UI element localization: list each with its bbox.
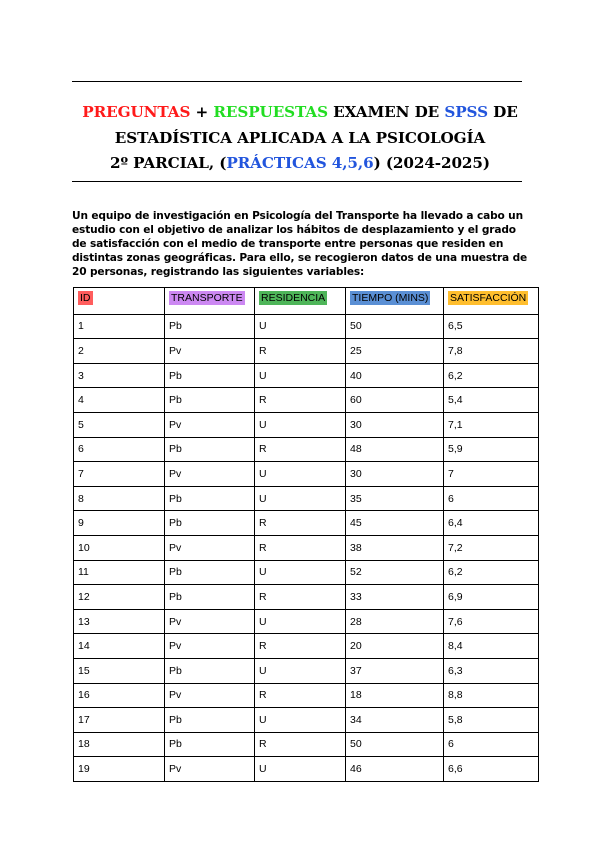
table-cell-satisfaccion: 7,1 (444, 412, 539, 437)
table-row (74, 609, 539, 634)
table-cell-satisfaccion: 5,4 (444, 388, 539, 413)
table-row (74, 314, 539, 339)
table-cell-satisfaccion: 5,8 (444, 708, 539, 733)
top-divider-line (72, 81, 522, 82)
table-row (74, 363, 539, 388)
table-cell-transporte: Pv (165, 634, 255, 659)
table-cell-tiempo: 33 (346, 585, 444, 610)
table-cell-tiempo: 34 (346, 708, 444, 733)
table-cell-satisfaccion: 6,2 (444, 560, 539, 585)
header-label-id: ID (80, 292, 91, 304)
page-title (60, 100, 540, 177)
table-cell-satisfaccion: 6,2 (444, 363, 539, 388)
title-line-3 (60, 151, 540, 177)
title-practicas: PRÁCTICAS 4,5,6 (226, 154, 374, 172)
table-cell-tiempo: 40 (346, 363, 444, 388)
table-cell-id: 14 (74, 634, 165, 659)
table-cell-transporte: Pv (165, 462, 255, 487)
table-cell-transporte: Pb (165, 732, 255, 757)
table-cell-transporte: Pb (165, 314, 255, 339)
table-cell-residencia: R (255, 388, 346, 413)
table-row (74, 757, 539, 782)
table-cell-transporte: Pv (165, 683, 255, 708)
header-cell-transporte (165, 288, 255, 315)
header-cell-satisfaccion (444, 288, 539, 315)
table-cell-transporte: Pv (165, 339, 255, 364)
table-cell-satisfaccion: 5,9 (444, 437, 539, 462)
table-cell-tiempo: 28 (346, 609, 444, 634)
title-line-1 (60, 100, 540, 126)
table-cell-id: 2 (74, 339, 165, 364)
table-cell-satisfaccion: 7,2 (444, 535, 539, 560)
title-respuestas: RESPUESTAS (213, 103, 328, 121)
header-label-tiempo: TIEMPO (MINS) (352, 292, 429, 304)
table-cell-residencia: U (255, 363, 346, 388)
table-cell-tiempo: 18 (346, 683, 444, 708)
table-cell-id: 9 (74, 511, 165, 536)
table-cell-id: 15 (74, 658, 165, 683)
title-plus: + (190, 103, 214, 121)
table-cell-transporte: Pb (165, 658, 255, 683)
table-cell-residencia: R (255, 339, 346, 364)
table-cell-tiempo: 52 (346, 560, 444, 585)
table-cell-tiempo: 30 (346, 462, 444, 487)
table-cell-tiempo: 35 (346, 486, 444, 511)
table-cell-tiempo: 20 (346, 634, 444, 659)
table-cell-id: 6 (74, 437, 165, 462)
table-row (74, 462, 539, 487)
table-row (74, 708, 539, 733)
table-row (74, 560, 539, 585)
table-cell-residencia: U (255, 708, 346, 733)
header-label-transporte: TRANSPORTE (171, 292, 243, 304)
data-table (73, 287, 539, 782)
table-cell-id: 18 (74, 732, 165, 757)
table-cell-transporte: Pv (165, 757, 255, 782)
table-cell-transporte: Pv (165, 535, 255, 560)
title-preguntas: PREGUNTAS (82, 103, 191, 121)
table-row (74, 412, 539, 437)
table-row (74, 683, 539, 708)
table-cell-id: 1 (74, 314, 165, 339)
table-cell-residencia: U (255, 757, 346, 782)
table-cell-id: 13 (74, 609, 165, 634)
table-cell-id: 16 (74, 683, 165, 708)
table-cell-id: 17 (74, 708, 165, 733)
title-de: DE (487, 103, 518, 121)
table-cell-id: 12 (74, 585, 165, 610)
table-cell-residencia: U (255, 486, 346, 511)
table-row (74, 732, 539, 757)
table-cell-id: 8 (74, 486, 165, 511)
table-cell-id: 4 (74, 388, 165, 413)
title-year: ) (2024-2025) (373, 154, 490, 172)
table-cell-residencia: U (255, 658, 346, 683)
table-cell-transporte: Pb (165, 585, 255, 610)
table-row (74, 634, 539, 659)
header-label-residencia: RESIDENCIA (261, 292, 326, 304)
intro-paragraph: Un equipo de investigación en Psicología del Transporte ha llevado a cabo un estudio con el objetivo de analizar los hábitos de desplazamiento y el grado de satisfacción con el medio de transporte entre personas que residen en distintas zonas geográficas. Para ello, se recogieron datos de una muestra de 20 personas, registrando las siguientes variables: (72, 209, 528, 279)
table-cell-residencia: U (255, 412, 346, 437)
table-cell-satisfaccion: 8,4 (444, 634, 539, 659)
table-cell-id: 11 (74, 560, 165, 585)
table-cell-tiempo: 30 (346, 412, 444, 437)
table-cell-residencia: R (255, 585, 346, 610)
table-cell-transporte: Pv (165, 609, 255, 634)
table-row (74, 339, 539, 364)
table-cell-tiempo: 38 (346, 535, 444, 560)
table-cell-residencia: R (255, 437, 346, 462)
table-row (74, 658, 539, 683)
table-row (74, 388, 539, 413)
table-cell-residencia: R (255, 535, 346, 560)
table-cell-satisfaccion: 6 (444, 486, 539, 511)
table-cell-id: 7 (74, 462, 165, 487)
table-cell-transporte: Pb (165, 363, 255, 388)
table-cell-satisfaccion: 6,9 (444, 585, 539, 610)
table-cell-residencia: U (255, 609, 346, 634)
table-cell-tiempo: 25 (346, 339, 444, 364)
table-cell-satisfaccion: 6,4 (444, 511, 539, 536)
table-cell-tiempo: 46 (346, 757, 444, 782)
table-cell-transporte: Pb (165, 708, 255, 733)
table-cell-transporte: Pb (165, 437, 255, 462)
table-cell-residencia: R (255, 732, 346, 757)
table-cell-tiempo: 50 (346, 314, 444, 339)
table-cell-satisfaccion: 6,6 (444, 757, 539, 782)
table-cell-residencia: U (255, 314, 346, 339)
table-cell-tiempo: 60 (346, 388, 444, 413)
table-cell-tiempo: 48 (346, 437, 444, 462)
table-cell-residencia: U (255, 462, 346, 487)
table-row (74, 486, 539, 511)
header-cell-tiempo (346, 288, 444, 315)
table-cell-id: 19 (74, 757, 165, 782)
table-cell-satisfaccion: 8,8 (444, 683, 539, 708)
table-cell-satisfaccion: 6,3 (444, 658, 539, 683)
table-row (74, 437, 539, 462)
table-cell-id: 3 (74, 363, 165, 388)
table-cell-satisfaccion: 6,5 (444, 314, 539, 339)
title-spss: SPSS (444, 103, 488, 121)
table-cell-residencia: R (255, 511, 346, 536)
header-cell-residencia (255, 288, 346, 315)
table-cell-id: 5 (74, 412, 165, 437)
table-cell-residencia: U (255, 560, 346, 585)
table-cell-satisfaccion: 6 (444, 732, 539, 757)
table-row (74, 511, 539, 536)
table-header-row (74, 288, 539, 315)
title-parcial: 2º PARCIAL, ( (110, 154, 227, 172)
table-cell-tiempo: 45 (346, 511, 444, 536)
table-cell-satisfaccion: 7,6 (444, 609, 539, 634)
table-cell-tiempo: 37 (346, 658, 444, 683)
title-line-2: ESTADÍSTICA APLICADA A LA PSICOLOGÍA (114, 128, 486, 147)
bottom-divider-line (72, 181, 522, 182)
table-cell-transporte: Pb (165, 560, 255, 585)
table-cell-satisfaccion: 7,8 (444, 339, 539, 364)
header-label-satisfaccion: SATISFACCIÓN (450, 292, 527, 304)
table-cell-residencia: R (255, 683, 346, 708)
table-cell-residencia: R (255, 634, 346, 659)
header-cell-id (74, 288, 165, 315)
table-cell-transporte: Pb (165, 388, 255, 413)
table-row (74, 585, 539, 610)
table-cell-transporte: Pb (165, 511, 255, 536)
table-cell-tiempo: 50 (346, 732, 444, 757)
title-examen-de: EXAMEN DE (327, 103, 445, 121)
table-cell-transporte: Pb (165, 486, 255, 511)
table-cell-id: 10 (74, 535, 165, 560)
table-cell-transporte: Pv (165, 412, 255, 437)
table-row (74, 535, 539, 560)
table-cell-satisfaccion: 7 (444, 462, 539, 487)
